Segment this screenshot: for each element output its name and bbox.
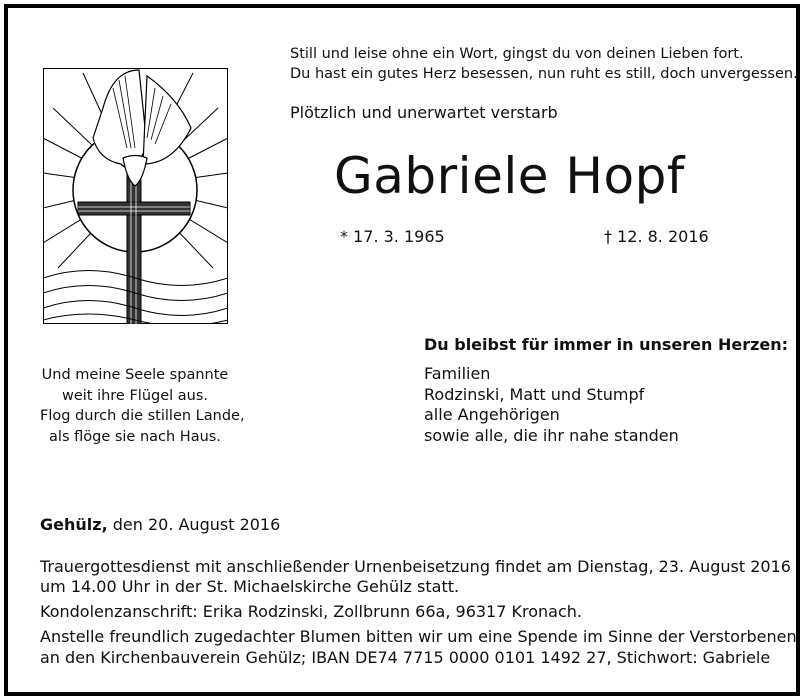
notice-service-line-2: um 14.00 Uhr in der St. Michaelskirche Gehülz statt. bbox=[40, 577, 460, 596]
top-poem-line-1: Still und leise ohne ein Wort, gingst du von deinen Lieben fort. bbox=[290, 46, 744, 62]
left-poem-line-1: Und meine Seele spannte bbox=[41, 367, 229, 383]
mourners-line-4: sowie alle, die ihr nahe standen bbox=[424, 426, 679, 445]
top-poem-line-2: Du hast ein gutes Herz besessen, nun ruht es still, doch unvergessen. bbox=[290, 66, 798, 82]
mourners-line-1: Familien bbox=[424, 364, 491, 383]
dove-cross-sun-icon bbox=[43, 68, 228, 324]
notice-service-line-1: Trauergottesdienst mit anschließender Urnenbeisetzung findet am Dienstag, 23. August 2016 bbox=[40, 557, 791, 576]
date: den 20. August 2016 bbox=[107, 515, 281, 534]
intro-text: Plötzlich und unerwartet verstarb bbox=[290, 103, 558, 122]
place: Gehülz, bbox=[40, 515, 108, 534]
left-poem-line-3: Flog durch die stillen Lande, bbox=[40, 408, 245, 424]
left-poem-line-4: als flöge sie nach Haus. bbox=[49, 429, 221, 445]
place-date bbox=[40, 514, 280, 535]
left-poem-line-2: weit ihre Flügel aus. bbox=[61, 388, 209, 404]
notice-donation-line-2: an den Kirchenbauverein Gehülz; IBAN DE74 7715 0000 0101 1492 27, Stichwort: Gabriele bbox=[40, 648, 771, 667]
notice-condolence: Kondolenzanschrift: Erika Rodzinski, Zollbrunn 66a, 96317 Kronach. bbox=[40, 602, 582, 621]
death-date: † 12. 8. 2016 bbox=[604, 227, 709, 246]
mourners-line-3: alle Angehörigen bbox=[424, 405, 560, 424]
deceased-name: Gabriele Hopf bbox=[334, 147, 685, 205]
notice-donation-line-1: Anstelle freundlich zugedachter Blumen bitten wir um eine Spende im Sinne der Verstorbenen bbox=[40, 627, 797, 646]
mourners-heading: Du bleibst für immer in unseren Herzen: bbox=[424, 335, 789, 354]
mourners-line-2: Rodzinski, Matt und Stumpf bbox=[424, 385, 645, 404]
birth-date: * 17. 3. 1965 bbox=[340, 227, 445, 246]
